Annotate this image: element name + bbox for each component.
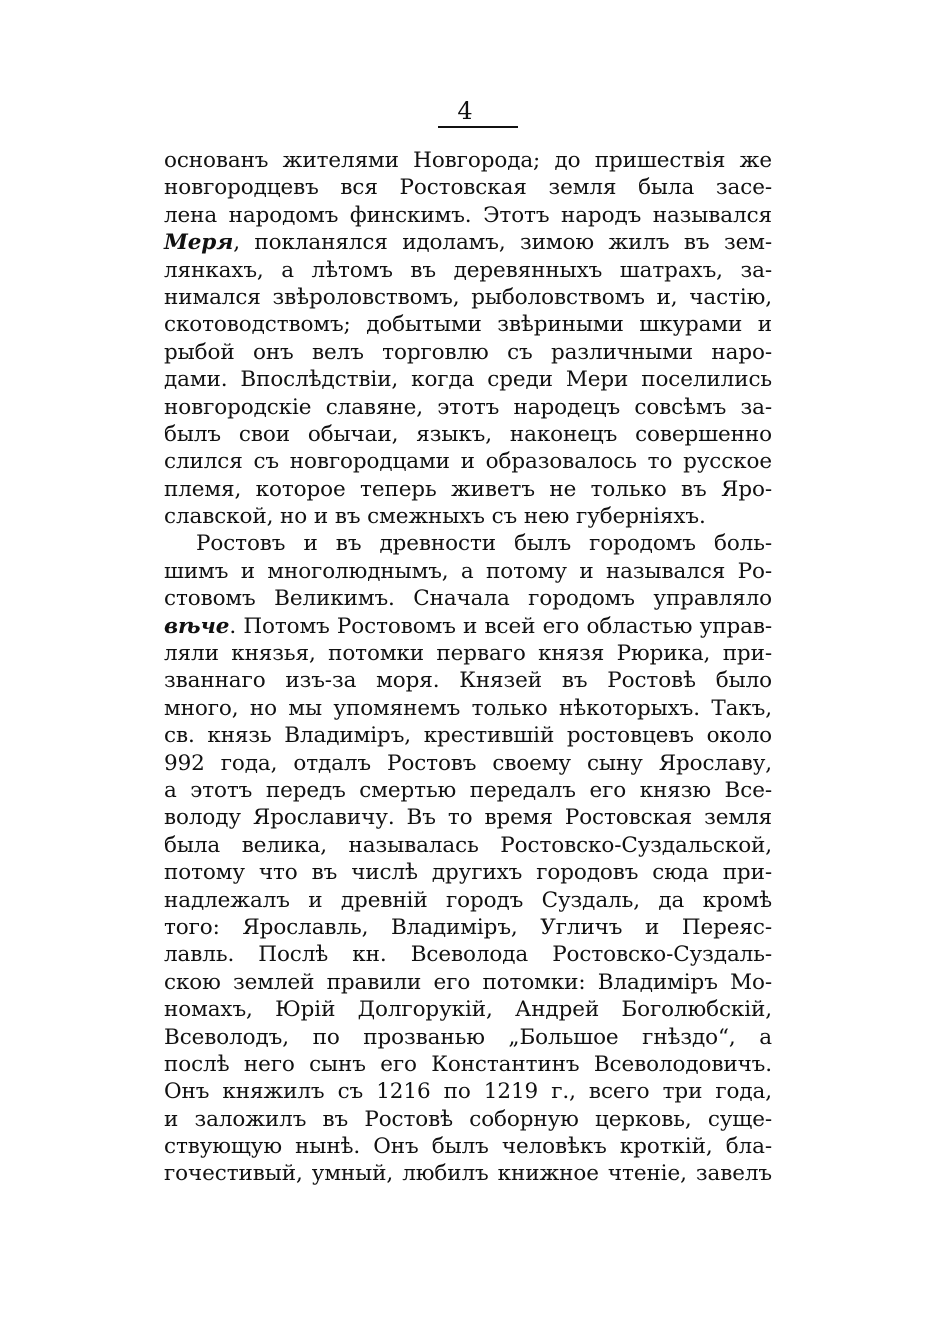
text-line: св. князь Владиміръ, крестившій ростовцевъ около (164, 723, 772, 749)
text-line: много, но мы упомянемъ только нѣкоторыхъ. Такъ, (164, 695, 772, 721)
text-line: нимался звѣроловствомъ, рыболовствомъ и, частію, (164, 284, 772, 310)
text-line: званнаго изъ-за моря. Князей въ Ростовѣ было (164, 668, 772, 694)
text-line: была велика, называлась Ростовско-Суздальской, (164, 832, 772, 858)
text-line: ляли князья, потомки перваго князя Рюрика, при- (164, 641, 772, 667)
text-line: а этотъ передъ смертью передалъ его князю Все- (164, 777, 772, 803)
text-line: новгородцевъ вся Ростовская земля была засе- (164, 175, 772, 201)
emphasis-merya: Меря (164, 230, 234, 256)
text-line: надлежалъ и древній городъ Суздаль, да кромѣ (164, 887, 772, 913)
emphasis-veche: вѣче (164, 613, 230, 639)
text-line: и заложилъ въ Ростовѣ соборную церковь, суще- (164, 1106, 772, 1132)
text-line: лена народомъ финскимъ. Этотъ народъ назывался (164, 202, 772, 228)
text-line: володу Ярославичу. Въ то время Ростовская земля (164, 805, 772, 831)
paragraph-start-line: Ростовъ и въ древности былъ городомъ боль- (196, 531, 772, 557)
text-line: рыбой онъ велъ торговлю съ различными наро- (164, 339, 772, 365)
text-line: номахъ, Юрій Долгорукій, Андрей Боголюбскій, (164, 997, 772, 1023)
text-line: потому что въ числѣ другихъ городовъ сюда при- (164, 860, 772, 886)
text-line: Всеволодъ, по прозванью „Большое гнѣздо“, а (164, 1024, 772, 1050)
page-number-rule (438, 126, 518, 128)
text-line: скотоводствомъ; добытыми звѣриными шкурами и (164, 312, 772, 338)
text-line: шимъ и многолюднымъ, а потому и назывался Ро- (164, 558, 772, 584)
text-line: Онъ княжилъ съ 1216 по 1219 г., всего три года, (164, 1079, 772, 1105)
text-line: гочестивый, умный, любилъ книжное чтеніе, завелъ (164, 1161, 772, 1187)
text-line (164, 613, 772, 640)
text-line (164, 229, 772, 256)
text-line: слился съ новгородцами и образовалось то русское (164, 449, 772, 475)
text-line: стовомъ Великимъ. Сначала городомъ управляло (164, 586, 772, 612)
text-line: дами. Впослѣдствіи, когда среди Мери поселились (164, 367, 772, 393)
text-line-rest: . Потомъ Ростовомъ и всей его областью управ- (229, 613, 772, 639)
text-line: скою землей правили его потомки: Владиміръ Мо- (164, 969, 772, 995)
text-line: новгородскіе славяне, этотъ народецъ совсѣмъ за- (164, 394, 772, 420)
text-line-rest: , покланялся идоламъ, зимою жилъ въ зем- (233, 230, 772, 256)
text-line: лавль. Послѣ кн. Всеволода Ростовско-Суздаль- (164, 942, 772, 968)
text-line: того: Ярославль, Владиміръ, Угличъ и Переяс- (164, 914, 772, 940)
text-line: 992 года, отдалъ Ростовъ своему сыну Ярославу, (164, 750, 772, 776)
body-text (164, 147, 772, 1188)
text-line: основанъ жителями Новгорода; до пришествія же (164, 148, 772, 173)
page-number: 4 (457, 97, 473, 125)
text-line: былъ свои обычаи, языкъ, наконецъ совершенно (164, 421, 772, 447)
text-line: племя, которое теперь живетъ не только въ Яро- (164, 476, 772, 502)
text-line: славской, но и въ смежныхъ съ нею губерніяхъ. (164, 504, 706, 530)
text-line: послѣ него сынъ его Константинъ Всеволодовичъ. (164, 1051, 772, 1077)
text-line: лянкахъ, а лѣтомъ въ деревянныхъ шатрахъ, за- (164, 257, 772, 283)
text-line: ствующую нынѣ. Онъ былъ человѣкъ кроткій, бла- (164, 1134, 772, 1160)
